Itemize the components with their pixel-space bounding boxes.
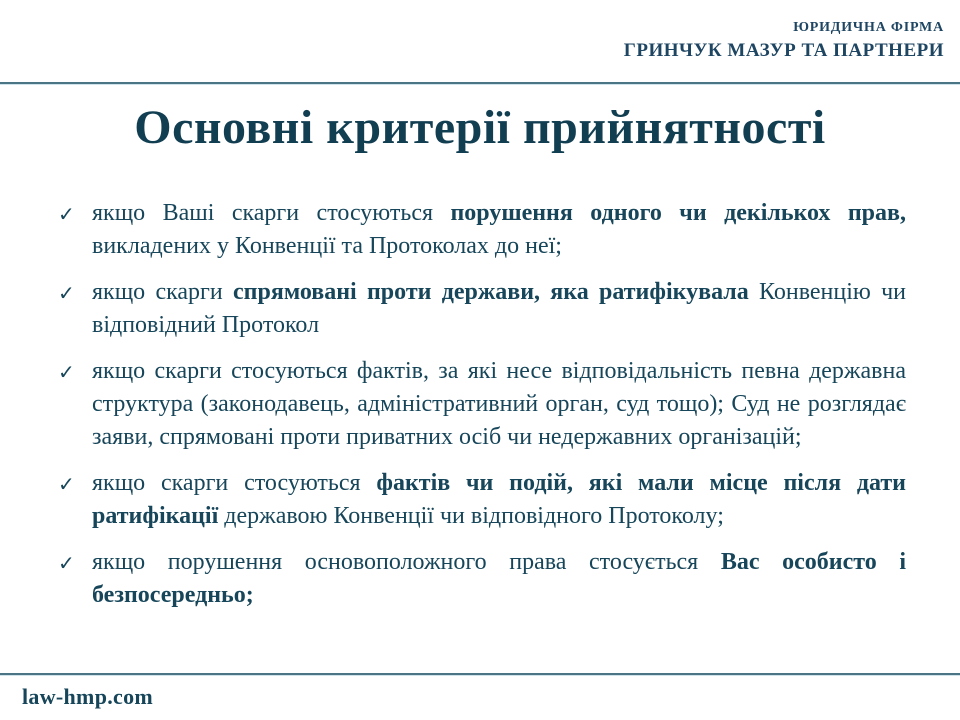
bullet-item bbox=[58, 276, 906, 342]
bullet-text: якщо скарги стосуються фактів чи подій, які мали місце після дати ратифікації державою Конвенції чи відповідного Протоколу; bbox=[92, 470, 907, 529]
bullet-item bbox=[58, 197, 906, 263]
footer bbox=[22, 684, 153, 710]
bullet-item bbox=[58, 467, 906, 533]
check-icon: ✓ bbox=[58, 360, 75, 384]
bullet-item bbox=[58, 355, 906, 454]
footer-divider bbox=[0, 673, 960, 676]
website-link[interactable]: law-hmp.com bbox=[22, 684, 154, 709]
bullet-text: якщо порушення основоположного права стосується Вас особисто і безпосередньо; bbox=[92, 549, 906, 608]
firm-name-label: ГРИНЧУК МАЗУР ТА ПАРТНЕРИ bbox=[623, 40, 944, 61]
bullet-text: якщо скарги спрямовані проти держави, яка ратифікувала Конвенцію чи відповідний Протокол bbox=[92, 279, 906, 338]
slide-title: Основні критерії прийнятності bbox=[134, 101, 826, 154]
header-divider bbox=[0, 82, 960, 85]
header-firm-block bbox=[624, 20, 944, 62]
bullet-item bbox=[58, 546, 906, 612]
check-icon: ✓ bbox=[58, 551, 75, 575]
firm-type-label: ЮРИДИЧНА ФІРМА bbox=[793, 20, 944, 35]
check-icon: ✓ bbox=[58, 281, 75, 305]
check-icon: ✓ bbox=[58, 472, 75, 496]
bullet-text: якщо скарги стосуються фактів, за які несе відповідальність певна державна структура (законодавець, адміністративний орган, суд тощо); Суд не розглядає заяви, спрямовані проти приватних осіб чи недержавних організацій; bbox=[92, 358, 906, 450]
check-icon: ✓ bbox=[58, 202, 75, 226]
bullet-text: якщо Ваші скарги стосуються порушення одного чи декількох прав, викладених у Конвенції та Протоколах до неї; bbox=[92, 200, 906, 259]
bullet-list bbox=[58, 197, 906, 625]
